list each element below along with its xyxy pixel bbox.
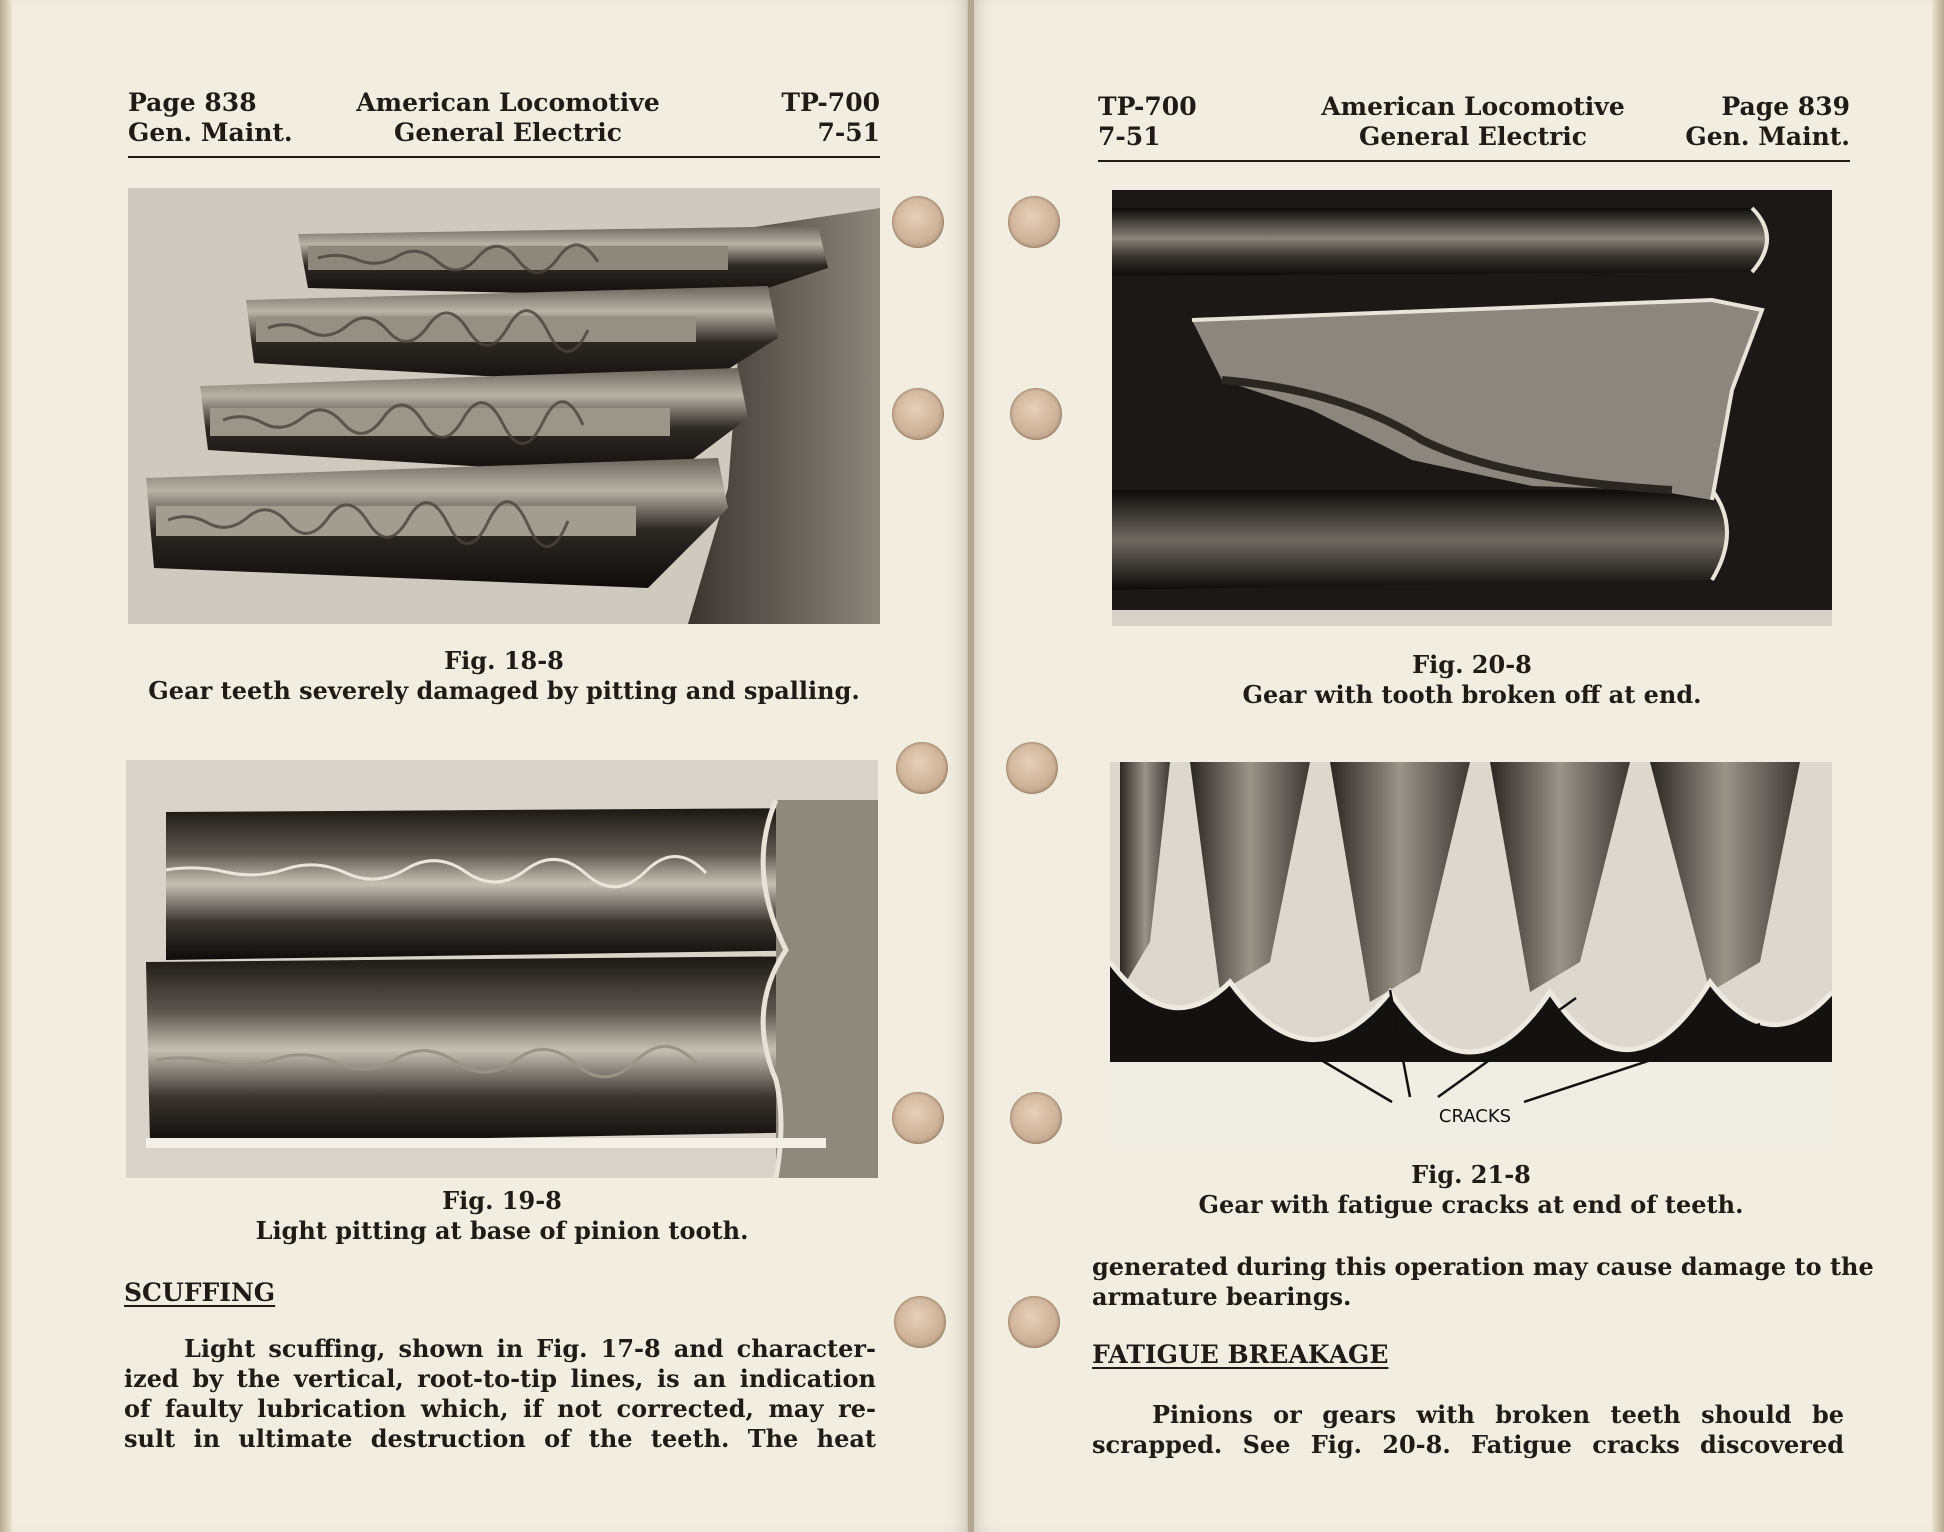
left-page-number-block xyxy=(128,88,293,148)
doc-code-block xyxy=(1098,92,1197,152)
figure-caption-21 xyxy=(1110,1160,1832,1220)
figure-number: Fig. 20-8 xyxy=(1412,650,1532,679)
binder-hole xyxy=(1010,1092,1062,1144)
page-number: Page 838 xyxy=(128,88,257,117)
binder-hole xyxy=(1008,1296,1060,1348)
figure-number: Fig. 21-8 xyxy=(1411,1160,1531,1189)
left-page-header xyxy=(128,88,880,160)
binder-hole xyxy=(1010,388,1062,440)
binder-hole xyxy=(892,1092,944,1144)
company-division: General Electric xyxy=(393,118,623,147)
figure-caption-20 xyxy=(1112,650,1832,710)
section-label: Gen. Maint. xyxy=(1685,122,1850,151)
figure-photo-fatigue-cracks xyxy=(1110,762,1832,1146)
date-code: 7-51 xyxy=(817,118,880,147)
right-page-header xyxy=(1098,92,1850,164)
page-number-block xyxy=(1685,92,1850,152)
page-number: Page 839 xyxy=(1721,92,1850,121)
cracks-annotation-label: CRACKS xyxy=(1438,1106,1512,1127)
figure-photo-broken-tooth xyxy=(1112,190,1832,626)
figure-caption-18 xyxy=(128,646,880,706)
binder-hole xyxy=(892,196,944,248)
paragraph-line: of faulty lubrication which, if not corrected, may re- xyxy=(124,1394,876,1423)
section-label: Gen. Maint. xyxy=(128,118,293,147)
paragraph-line: sult in ultimate destruction of the teeth. The heat xyxy=(124,1424,876,1453)
paragraph-line: ized by the vertical, root-to-tip lines, is an indication xyxy=(124,1364,876,1393)
continued-paragraph xyxy=(1092,1252,1874,1312)
binder-hole xyxy=(1008,196,1060,248)
header-rule xyxy=(128,156,880,158)
figure-photo-pinion-tooth xyxy=(126,760,878,1178)
doc-code: TP-700 xyxy=(781,88,880,117)
figure-number: Fig. 19-8 xyxy=(442,1186,562,1215)
binder-hole xyxy=(894,1296,946,1348)
company-block xyxy=(1298,92,1648,152)
figure-caption-text: Light pitting at base of pinion tooth. xyxy=(255,1216,749,1245)
right-page xyxy=(974,0,1944,1532)
paragraph-line: Light scuffing, shown in Fig. 17-8 and character- xyxy=(184,1334,876,1363)
figure-photo-pitted-gear-teeth xyxy=(128,188,880,624)
binder-hole xyxy=(896,742,948,794)
figure-caption-text: Gear with fatigue cracks at end of teeth. xyxy=(1198,1190,1744,1219)
company-division: General Electric xyxy=(1358,122,1588,151)
binder-hole xyxy=(892,388,944,440)
left-page xyxy=(0,0,968,1532)
doc-code: TP-700 xyxy=(1098,92,1197,121)
figure-caption-19 xyxy=(126,1186,878,1246)
section-heading-fatigue-breakage: FATIGUE BREAKAGE xyxy=(1092,1340,1389,1369)
scuffing-paragraph xyxy=(124,1334,876,1454)
figure-caption-text: Gear with tooth broken off at end. xyxy=(1242,680,1702,709)
company-block xyxy=(333,88,683,148)
page-edge xyxy=(0,0,12,1532)
company-name: American Locomotive xyxy=(1321,92,1625,121)
fatigue-paragraph xyxy=(1092,1400,1844,1460)
figure-caption-text: Gear teeth severely damaged by pitting and spalling. xyxy=(148,676,860,705)
paragraph-line: scrapped. See Fig. 20-8. Fatigue cracks discovered xyxy=(1092,1430,1844,1459)
page-edge xyxy=(1932,0,1944,1532)
paragraph-line: generated during this operation may cause damage to the xyxy=(1092,1252,1874,1281)
company-name: American Locomotive xyxy=(356,88,660,117)
paragraph-line: Pinions or gears with broken teeth should be xyxy=(1152,1400,1844,1429)
doc-code-block xyxy=(781,88,880,148)
paragraph-line: armature bearings. xyxy=(1092,1282,1352,1311)
section-heading-scuffing: SCUFFING xyxy=(124,1278,276,1307)
date-code: 7-51 xyxy=(1098,122,1161,151)
header-rule xyxy=(1098,160,1850,162)
binder-hole xyxy=(1006,742,1058,794)
figure-number: Fig. 18-8 xyxy=(444,646,564,675)
